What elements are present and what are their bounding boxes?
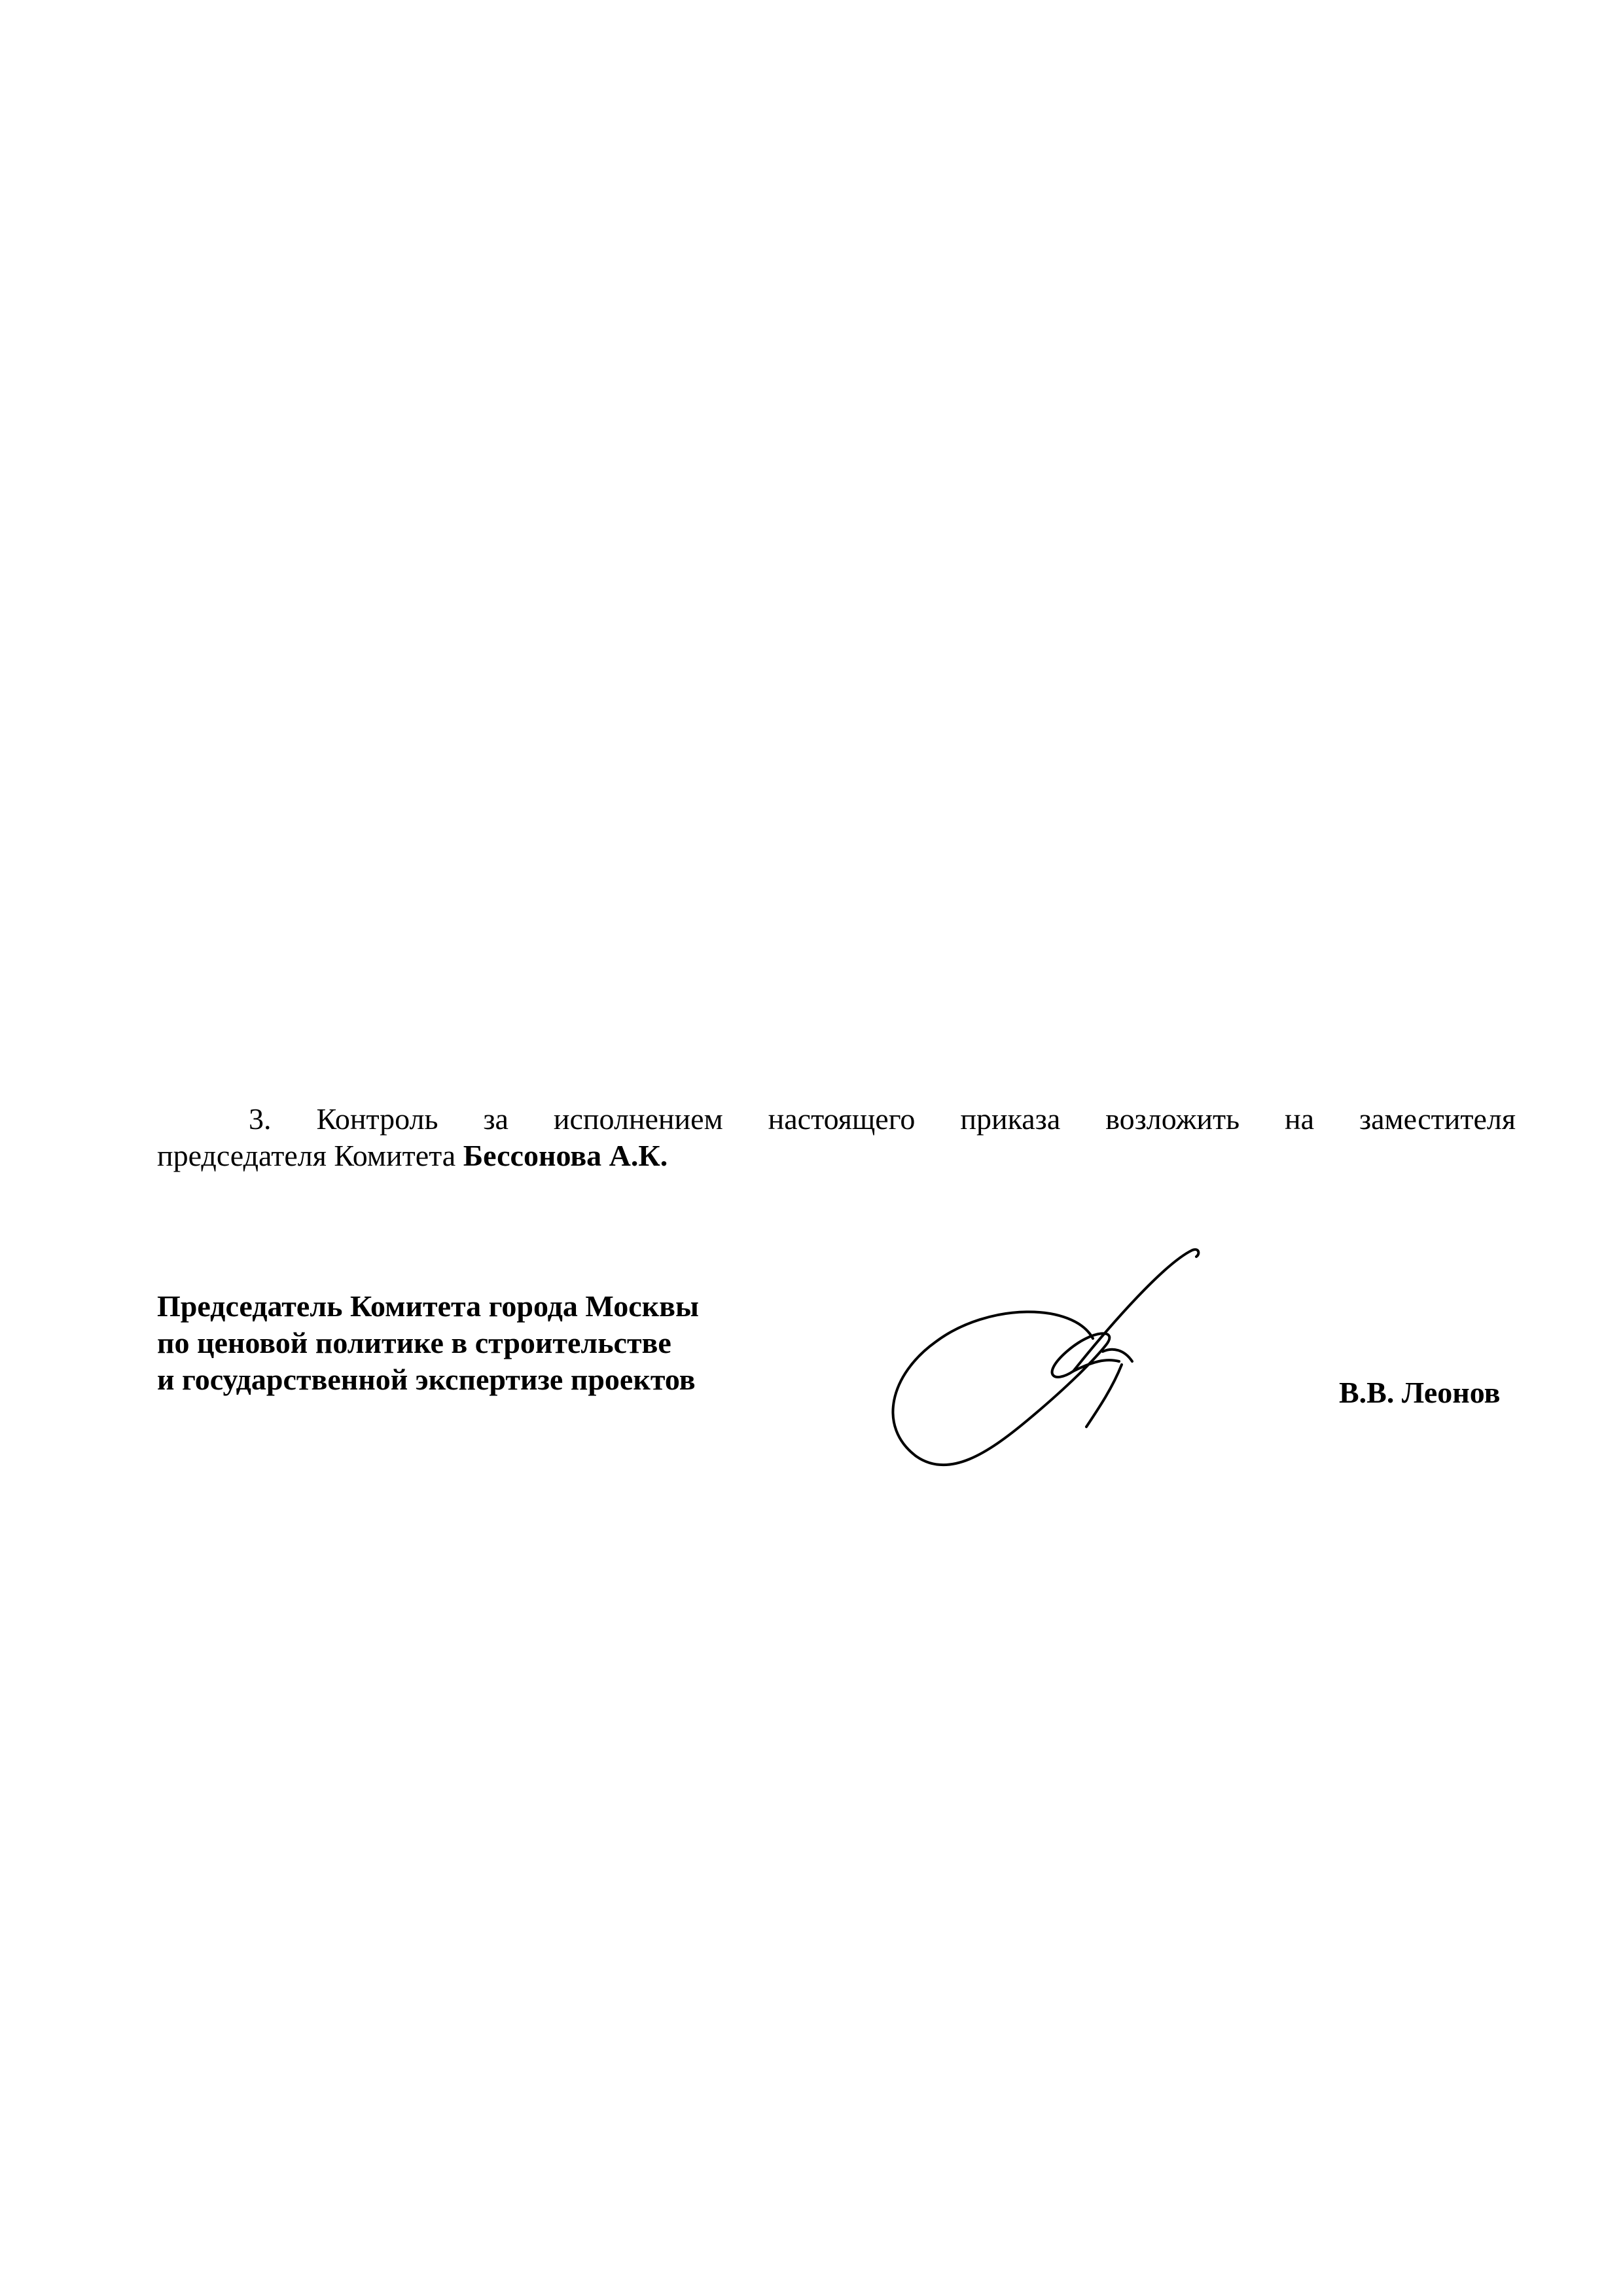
order-clause-3 bbox=[157, 1101, 1516, 1174]
deputy-name: Бессонова А.К. bbox=[463, 1139, 668, 1172]
clause-line-1: 3. Контроль за исполнением настоящего приказа возложить на заместителя bbox=[249, 1102, 1516, 1136]
signatory-title-line-2: по ценовой политике в строительстве bbox=[157, 1326, 671, 1359]
handwritten-signature-icon bbox=[877, 1230, 1217, 1492]
clause-line-2-prefix: председателя Комитета bbox=[157, 1139, 463, 1172]
signatory-title-line-3: и государственной экспертизе проектов bbox=[157, 1363, 696, 1396]
signatory-title-line-1: Председатель Комитета города Москвы bbox=[157, 1289, 699, 1323]
signatory-title bbox=[157, 1288, 699, 1398]
signatory-name: В.В. Леонов bbox=[1339, 1376, 1501, 1409]
